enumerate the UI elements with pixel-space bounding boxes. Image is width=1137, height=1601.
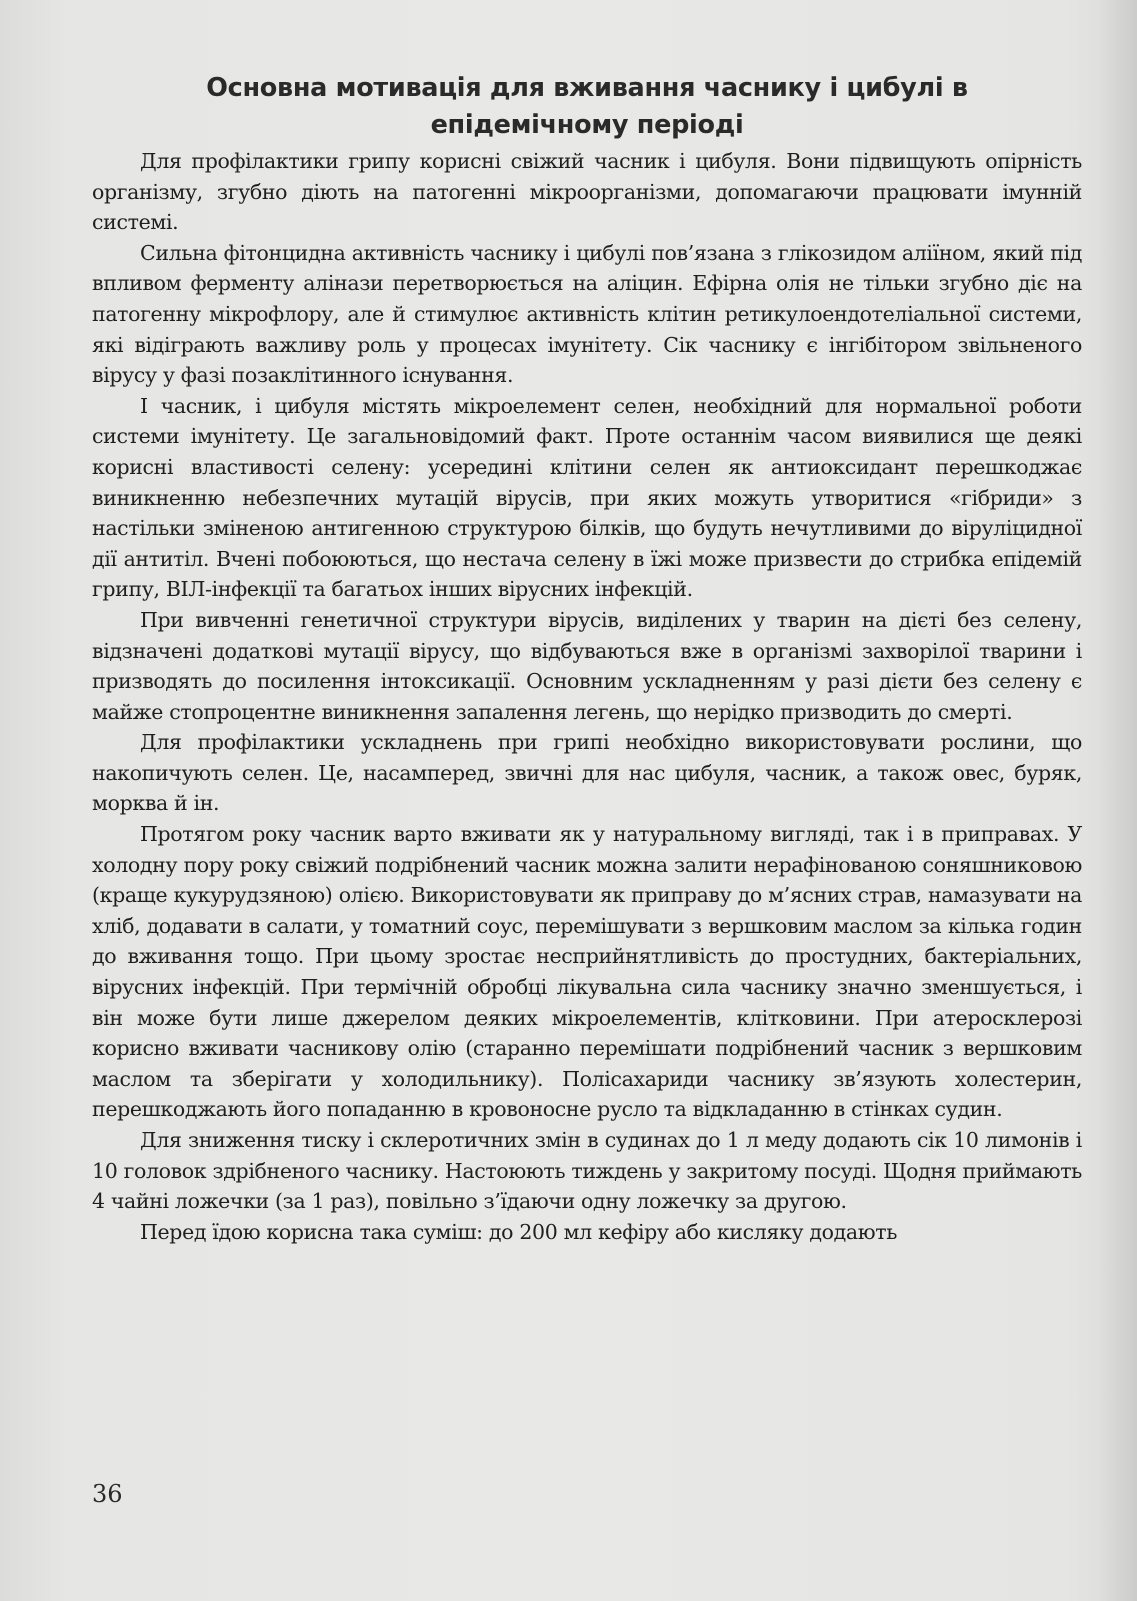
paragraph-2: Сильна фітонцидна активність часнику і цибулі пов’язана з глікозидом аліїном, який під впливом ферменту алінази перетворюється на аліцин. Ефірна олія не тільки згубно діє на патогенну мікрофлору, але й стимулює активність клітин ретикулоендотеліальної системи, які відіграють важливу роль у процесах імунітету. Сік часнику є інгібітором звільненого вірусу у фазі позаклітинного існування. (92, 240, 1082, 388)
section-title-line-1: Основна мотивація для вживання часнику і цибулі в (206, 73, 968, 103)
section-title-line-2: епідемічному періоді (430, 110, 744, 140)
section-title (92, 70, 1082, 144)
paragraph-3: І часник, і цибуля містять мікроелемент селен, необхідний для нормальної роботи системи імунітету. Це загальновідомий факт. Проте останнім часом виявилися ще деякі корисні властивості селену: усередині клітини селен як антиоксидант перешкоджає виникненню небезпечних мутацій вірусів, при яких можуть утворитися «гібриди» з настільки зміненою антигенною структурою білків, що будуть нечутливими до віруліцидної дії антитіл. Вчені побоюються, що нестача селену в їжі може призвести до стрибка епідемій грипу, ВІЛ-інфекції та багатьох інших вірусних інфекцій. (92, 393, 1082, 602)
page-edge-shadow (1097, 0, 1137, 1601)
paragraph-4: При вивченні генетичної структури вірусів, виділених у тварин на дієті без селену, відзначені додаткові мутації вірусу, що відбуваються вже в організмі захворілої тварини і призводять до посилення інтоксикації. Основним ускладненням у разі дієти без селену є майже стопроцентне виникнення запалення легень, що нерідко призводить до смерті. (92, 607, 1082, 724)
paragraph-5: Для профілактики ускладнень при грипі необхідно використовувати рослини, що накопичують селен. Це, насамперед, звичні для нас цибуля, часник, а також овес, буряк, морква й ін. (92, 730, 1082, 816)
paragraph-1: Для профілактики грипу корисні свіжий часник і цибуля. Вони підвищують опірність організму, згубно діють на патогенні мікроорганізми, допомагаючи працювати імунній системі. (92, 149, 1082, 235)
page-number: 36 (92, 1480, 123, 1508)
page-content (92, 70, 1082, 1247)
paragraph-6: Протягом року часник варто вживати як у натуральному вигляді, так і в приправах. У холодну пору року свіжий подрібнений часник можна залити нерафінованою соняшниковою (краще кукурудзяною) олією. Використовувати як приправу до м’ясних страв, намазувати на хліб, додавати в салати, у томатний соус, перемішувати з вершковим маслом за кілька годин до вживання тощо. При цьому зростає несприйнятливість до простудних, бактеріальних, вірусних інфекцій. При термічній обробці лікувальна сила часнику значно зменшується, і він може бути лише джерелом деяких мікроелементів, клітковини. При атеросклерозі корисно вживати часникову олію (старанно перемішати подрібнений часник з вершковим маслом та зберігати у холодильнику). Полісахариди часнику зв’язують холестерин, перешкоджають його попаданню в кровоносне русло та відкладанню в стінках судин. (92, 822, 1082, 1122)
paragraph-8: Перед їдою корисна така суміш: до 200 мл кефіру або кисляку додають (140, 1219, 898, 1244)
paragraph-7: Для зниження тиску і склеротичних змін в судинах до 1 л меду додають сік 10 лимонів і 10 головок здрібненого часнику. Настоюють тиждень у закритому посуді. Щодня приймають 4 чайні ложечки (за 1 раз), повільно з’їдаючи одну ложечку за другою. (92, 1128, 1082, 1214)
